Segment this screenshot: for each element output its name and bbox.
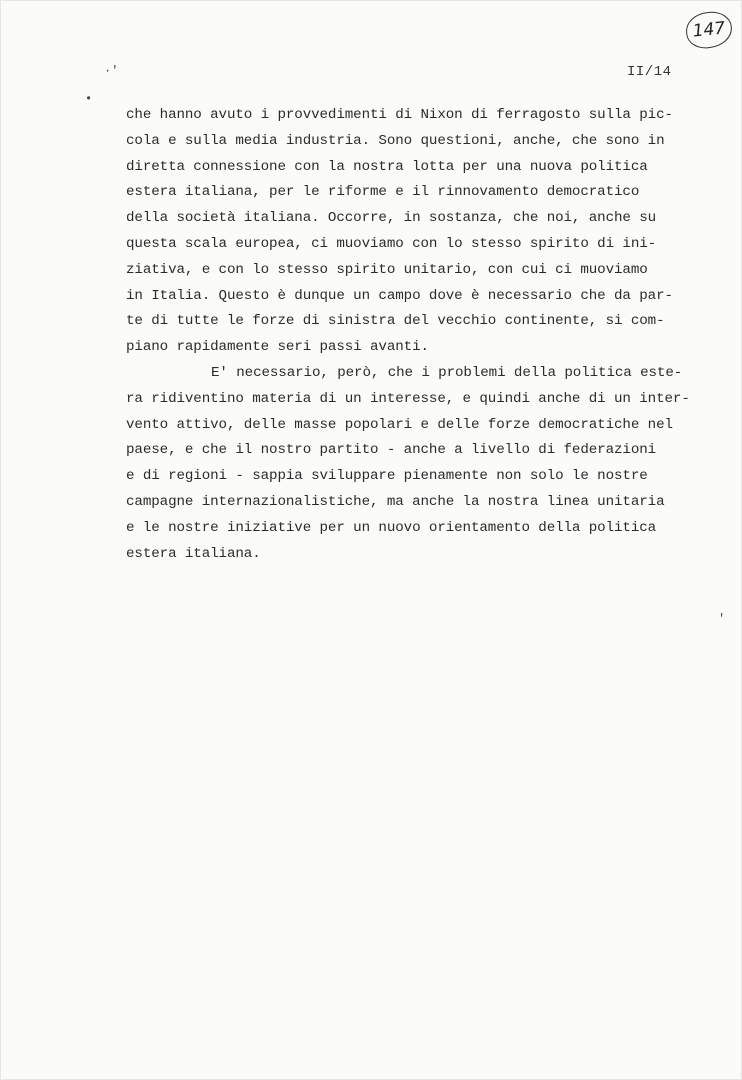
text-line: della società italiana. Occorre, in sostanza, che noi, anche su xyxy=(126,210,657,227)
text-line: e di regioni - sappia sviluppare pienamente non solo le nostre xyxy=(126,468,648,485)
text-line: estera italiana, per le riforme e il rinnovamento democratico xyxy=(126,184,640,201)
text-line: che hanno avuto i provvedimenti di Nixon di ferragosto sulla pic- xyxy=(126,107,673,123)
text-line: ra ridiventino materia di un interesse, e quindi anche di un inter- xyxy=(126,390,690,407)
stray-mark: • xyxy=(85,92,93,106)
text-line: campagne internazionalistiche, ma anche la nostra linea unitaria xyxy=(126,493,665,510)
text-line: te di tutte le forze di sinistra del vecchio continente, si com- xyxy=(126,313,665,330)
text-line: vento attivo, delle masse popolari e delle forze democratiche nel xyxy=(126,416,673,433)
stray-mark: ·' xyxy=(104,64,119,78)
text-line: diretta connessione con la nostra lotta per una nuova politica xyxy=(126,158,648,175)
typewritten-body xyxy=(126,103,716,567)
page-reference: II/14 xyxy=(627,64,672,80)
page-number-stamp: 147 xyxy=(684,10,734,51)
text-line: cola e sulla media industria. Sono questioni, anche, che sono in xyxy=(126,132,665,149)
text-line: in Italia. Questo è dunque un campo dove è necessario che da par- xyxy=(126,287,673,304)
text-line: estera italiana. xyxy=(126,545,261,562)
text-line: piano rapidamente seri passi avanti. xyxy=(126,339,429,356)
text-line: questa scala europea, ci muoviamo con lo stesso spirito di ini- xyxy=(126,235,657,252)
text-line: E' necessario, però, che i problemi della politica este- xyxy=(211,364,683,381)
stray-mark: ' xyxy=(718,612,726,626)
text-line: ziativa, e con lo stesso spirito unitario, con cui ci muoviamo xyxy=(126,261,648,278)
text-line: paese, e che il nostro partito - anche a livello di federazioni xyxy=(126,442,657,459)
text-line: e le nostre iniziative per un nuovo orientamento della politica xyxy=(126,519,657,536)
